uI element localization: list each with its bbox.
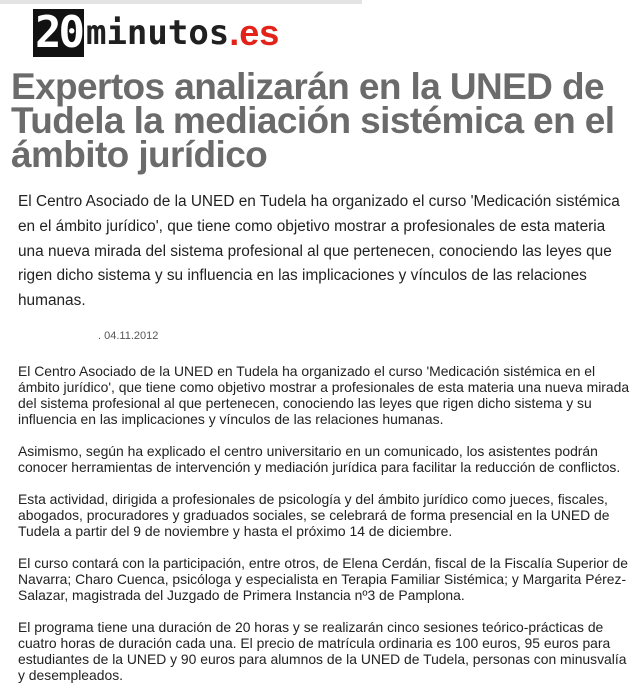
logo-number: 20	[35, 7, 82, 58]
body-paragraph: Asimismo, según ha explicado el centro universitario en un comunicado, los asistentes podrán conocer herramientas de intervención y mediación jurídica para facilitar la reducción de conflictos.	[18, 443, 621, 475]
body-paragraph: El programa tiene una duración de 20 horas y se realizarán cinco sesiones teórico-prácticas de cuatro horas de duración cada una. El precio de matrícula ordinaria es 100 euros, 95 euros para estudiantes de la UNED y 90 euros para alumnos de la UNED de Tudela, personas con minusvalía y desempleados.	[18, 619, 627, 683]
body-paragraph: El curso contará con la participación, entre otros, de Elena Cerdán, fiscal de la Fiscalía Superior de Navarra; Charo Cuenca, psicóloga y especialista en Terapia Familiar Sistémica; y Margarita Pérez-Salazar, magistrada del Juzgado de Primera Instancia nº3 de Pamplona.	[18, 555, 628, 603]
masthead-rule	[0, 0, 362, 4]
masthead	[0, 0, 638, 64]
article-body	[18, 363, 630, 699]
body-paragraph: Esta actividad, dirigida a profesionales de psicología y del ámbito jurídico como jueces, fiscales, abogados, procuradores y graduados sociales, se celebrará de forma presencial en la UNED de Tudela a partir del 9 de noviembre y hasta el próximo 14 de diciembre.	[18, 491, 610, 539]
site-logo[interactable]	[33, 6, 279, 60]
article-lead: El Centro Asociado de la UNED en Tudela ha organizado el curso 'Medicación sistémica en el ámbito jurídico', que tiene como objetivo mostrar a profesionales de esta materia una nueva mirada del sistema profesional al que pertenecen, conociendo las leyes que rigen dicho sistema y su influencia en las implicaciones y vínculos de las relaciones humanas.	[18, 193, 620, 310]
article-headline: Expertos analizarán en la UNED de Tudela la mediación sistémica en el ámbito jurídico	[11, 66, 615, 175]
article-date: . 04.11.2012	[98, 330, 159, 342]
logo-tld: .es	[229, 12, 280, 53]
body-paragraph: El Centro Asociado de la UNED en Tudela ha organizado el curso 'Medicación sistémica en el ámbito jurídico', que tiene como objetivo mostrar a profesionales de esta materia una nueva mirada del sistema profesional al que pertenecen, conociendo las leyes que rigen dicho sistema y su influencia en las implicaciones y vínculos de las relaciones humanas.	[18, 363, 630, 427]
logo-word: minutos	[85, 13, 230, 53]
